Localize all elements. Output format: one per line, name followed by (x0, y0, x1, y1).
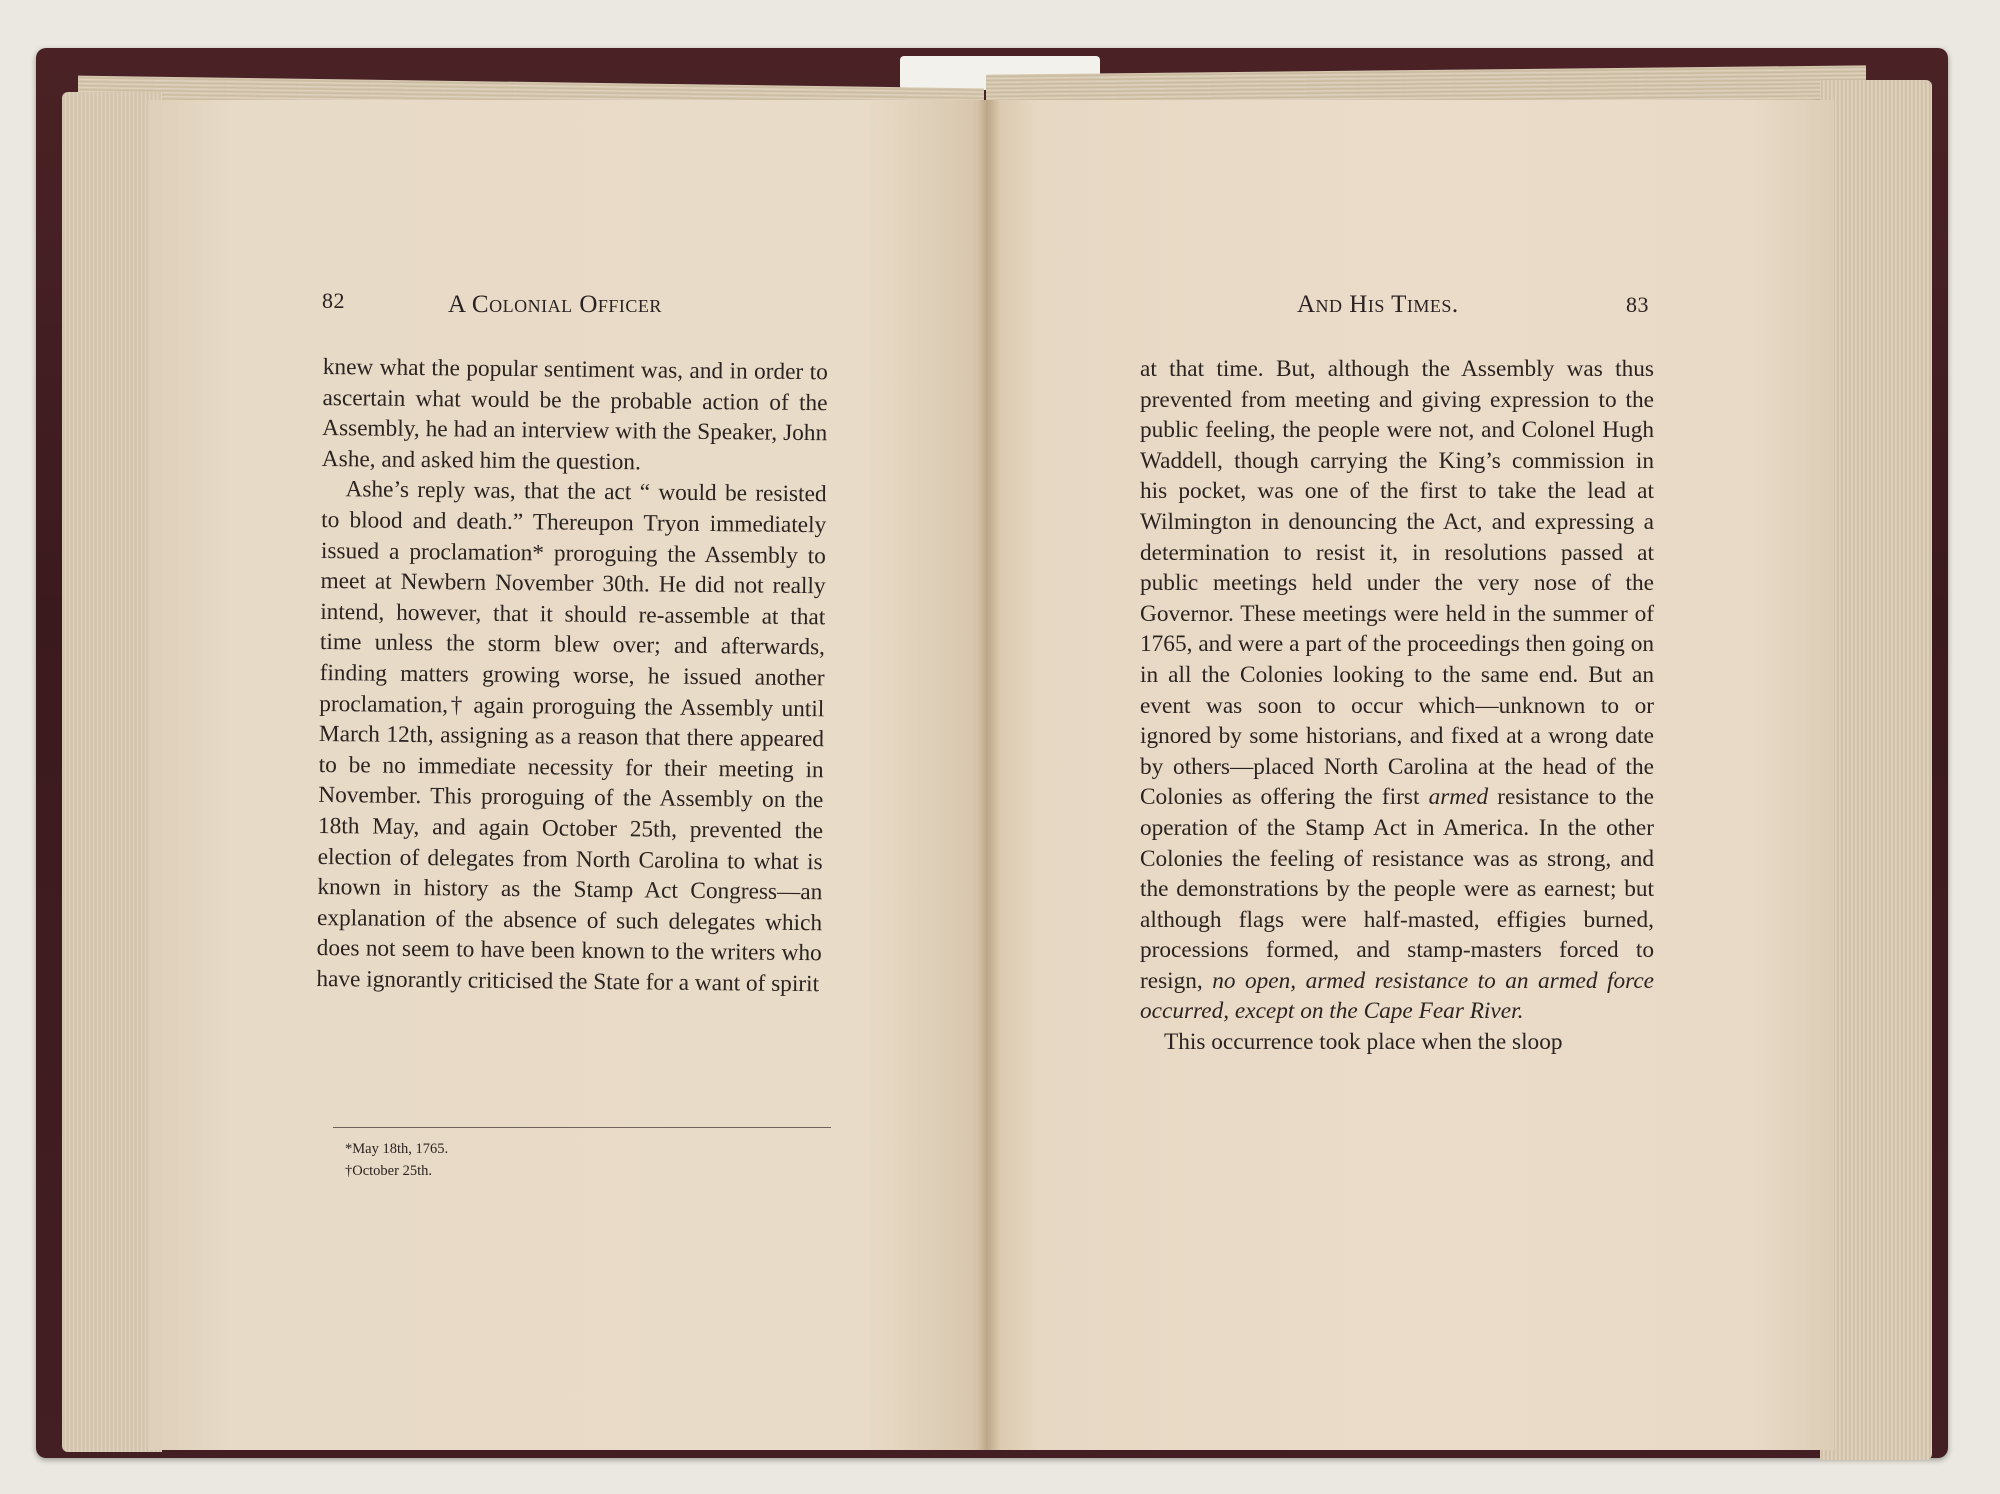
footnote-rule (333, 1127, 831, 1128)
right-paragraph-2: This occurrence took place when the sloop (1164, 1029, 1563, 1056)
right-paragraph-1-middle: resistance to the operation of the Stamp Act in America. In the other Colonies the feeling of resistance was as strong, and the demonstrations by the people were as earnest; but although flags were half-masted, effigies burned, processions formed, and stamp-masters forced to resign, (1140, 784, 1654, 994)
left-page-body (316, 352, 828, 1000)
right-italic-emphasis: no open, armed resistance to an armed force occurred, except on the Cape Fear River. (1140, 967, 1654, 1025)
right-page-body (1140, 354, 1654, 1058)
right-page-number: 83 (1626, 292, 1649, 317)
footnotes (345, 1138, 448, 1182)
page-block-edge-left (62, 92, 162, 1452)
left-page-number: 82 (322, 288, 345, 313)
right-italic-armed: armed (1428, 784, 1489, 811)
right-running-head (1297, 291, 1459, 319)
left-running-head (448, 291, 662, 319)
footnote-2: †October 25th. (345, 1163, 432, 1179)
footnote-1: *May 18th, 1765. (345, 1141, 449, 1157)
right-paragraph-1 (1140, 354, 1654, 1027)
left-running-head-text: A Colonial Officer (448, 291, 662, 318)
page-block-edge-right (1820, 80, 1932, 1460)
right-paragraph-1-start: at that time. But, although the Assembly was thus prevented from meeting and giving expression to the public feeling, the people were not, and Colonel Hugh Waddell, though carrying the King’s commission in his pocket, was one of the first to take the lead at Wilmington in denouncing the Act, and expressing a determination to resist it, in resolutions passed at public meetings held under the very nose of the Governor. These meetings were held in the summer of 1765, and were a part of the proceedings then going on in all the Colonies looking to the same end. But an event was soon to occur which—unknown to or ignored by some historians, and fixed at a wrong date by others—placed North Carolina at the head of the Colonies as offering the first (1140, 356, 1654, 811)
left-paragraph-1: knew what the popular sentiment was, and in order to ascertain what would be the probable action of the Assembly, he had an interview with the Speaker, John Ashe, and asked him the question. (321, 353, 828, 476)
book-gutter (978, 100, 1000, 1450)
left-paragraph-2: Ashe’s reply was, that the act “ would be resisted to blood and death.” Thereupon Tryon immediately issued a proclamation* proroguing the Assembly to meet at Newbern November 30th. He did not really intend, however, that it should re-assemble at that time unless the storm blew over; and afterwards, finding matters growing worse, he issued another proclamation,† again proroguing the Assembly until March 12th, assigning as a reason that there appeared to be no immediate necessity for their meeting in November. This proroguing of the Assembly on the 18th May, and again October 25th, prevented the election of delegates from North Carolina to what is known in history as the Stamp Act Congress—an explanation of the absence of such delegates which does not seem to have been known to the writers who have ignorantly criticised the State for a want of spirit (316, 476, 827, 998)
right-running-head-text: And His Times. (1297, 291, 1459, 318)
